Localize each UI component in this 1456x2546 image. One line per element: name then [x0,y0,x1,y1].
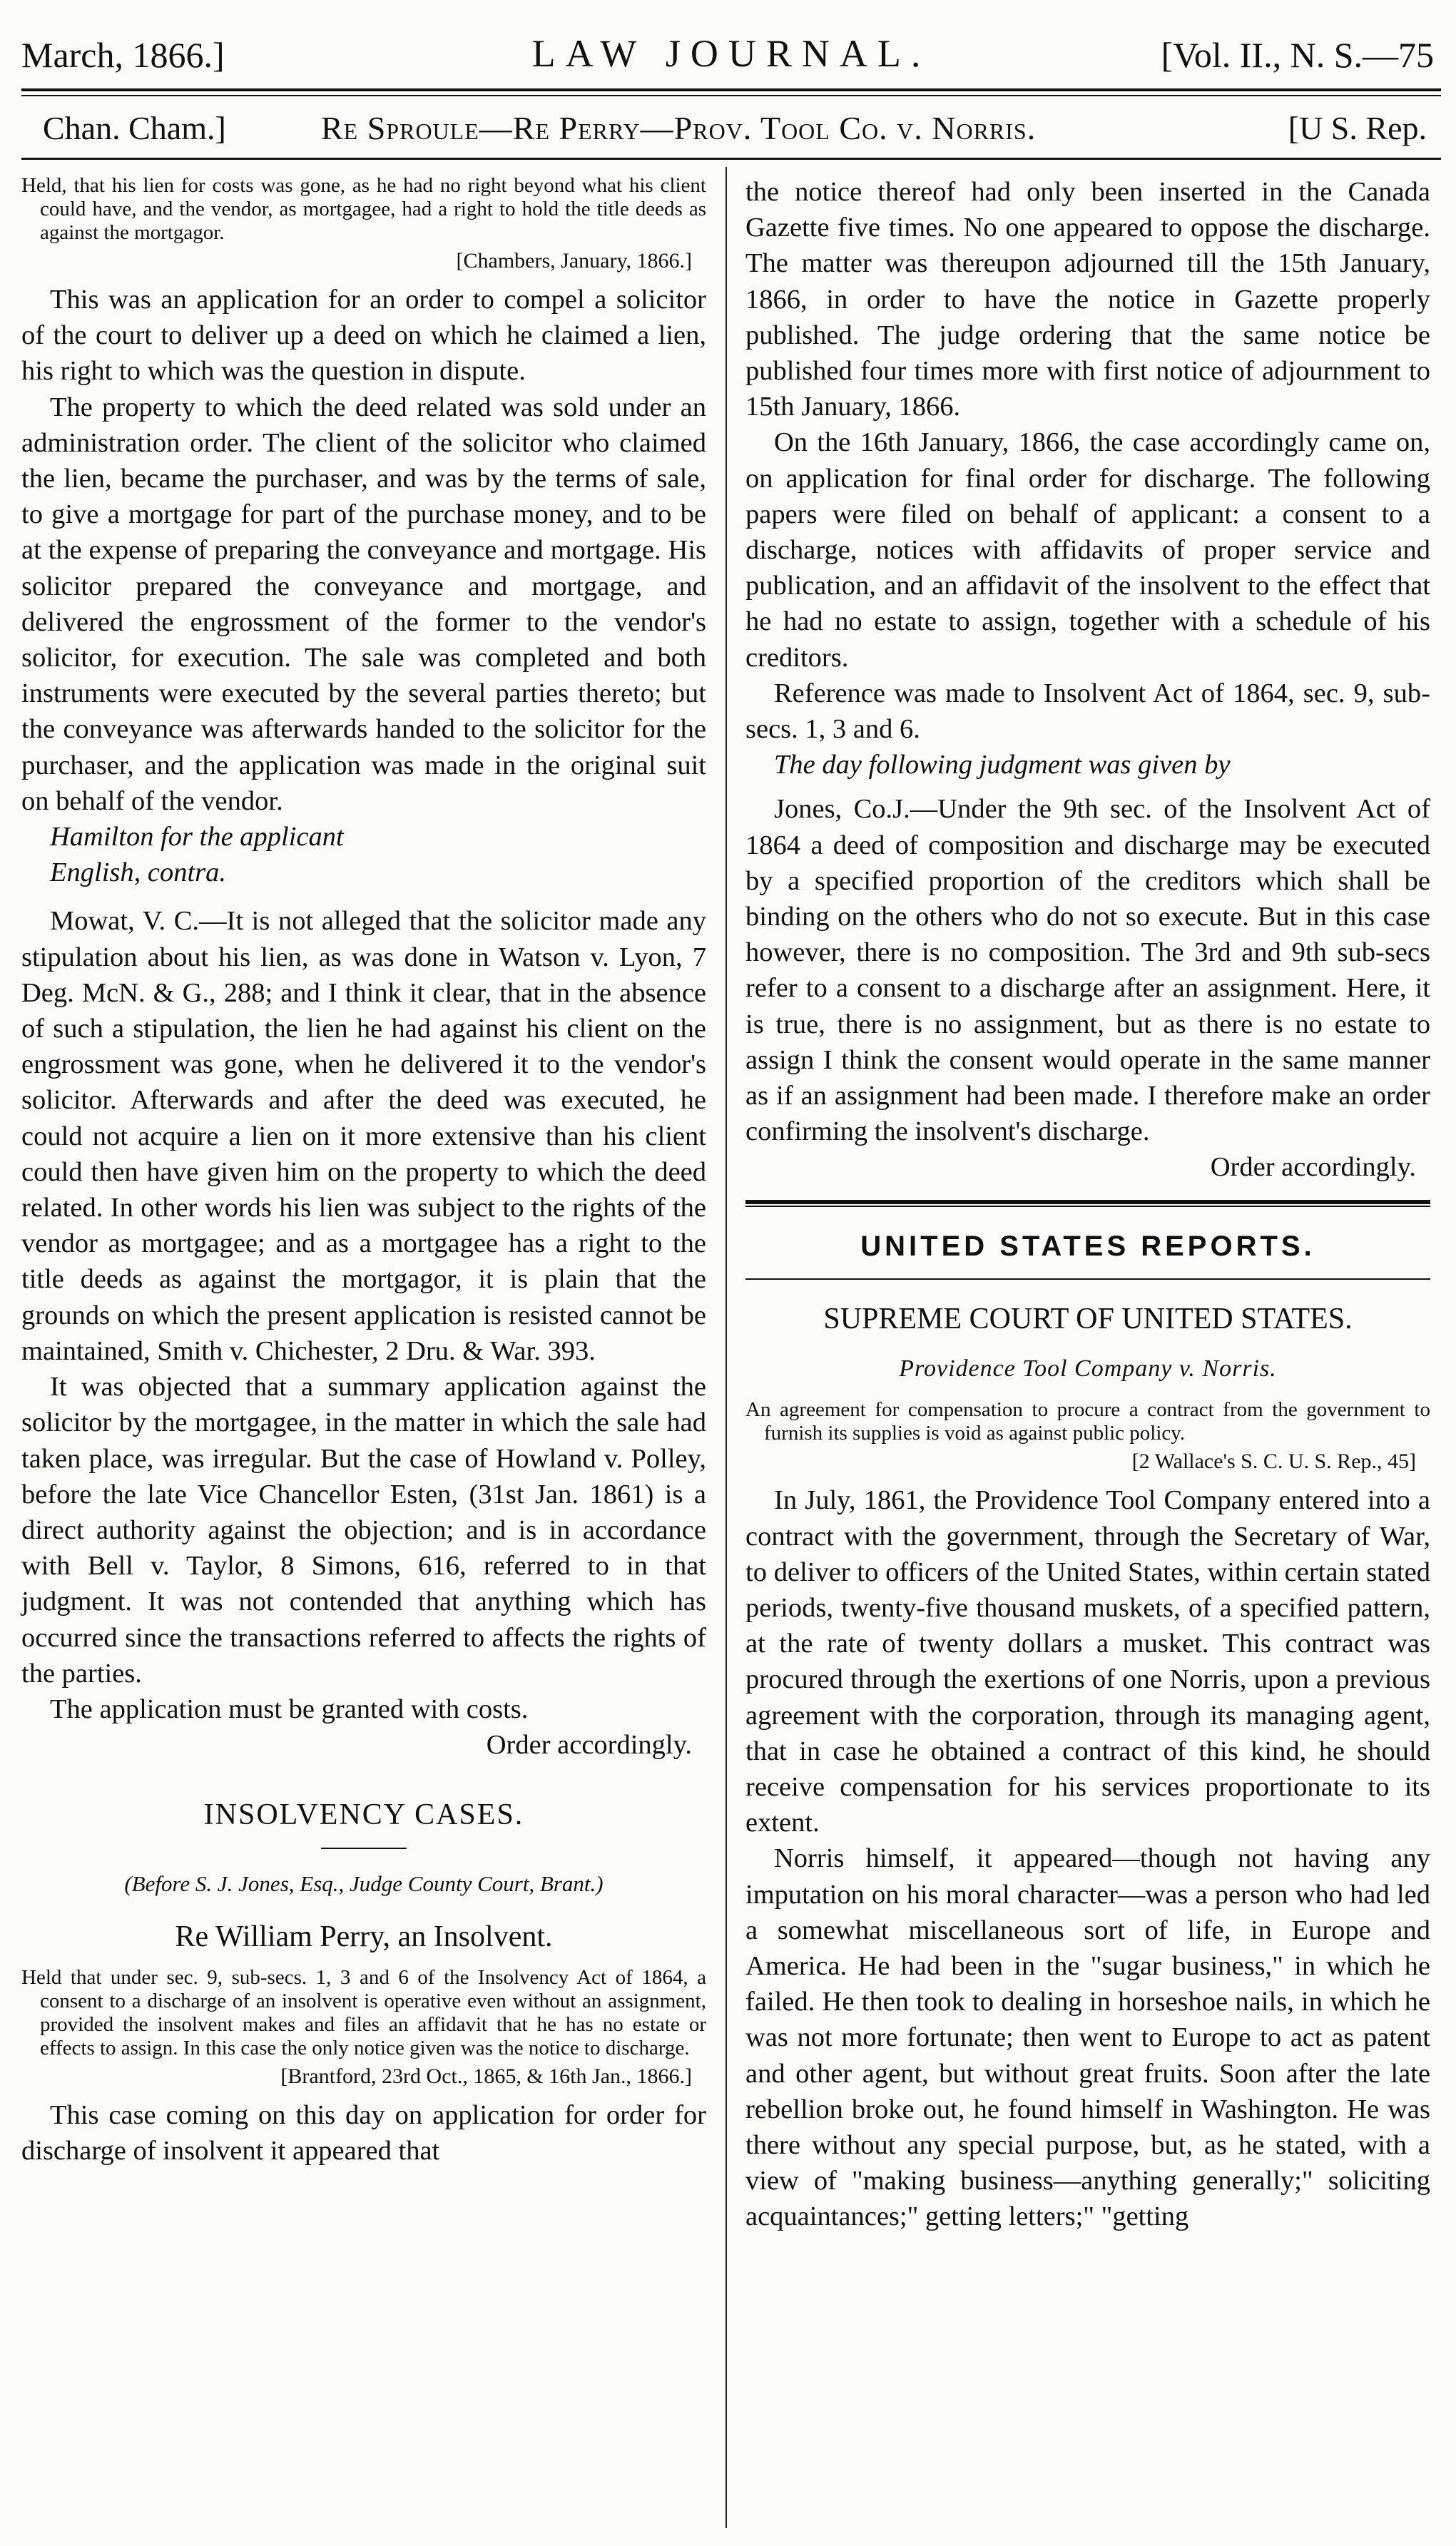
running-head-left: Chan. Cham.] [43,110,226,146]
paragraph: The application must be granted with costs. [50,1694,529,1724]
paragraph: This was an application for an order to compel a solicitor of the court to deliver up a deed on which he claimed a lien, his right to which was the question in dispute. [21,285,706,387]
running-head-right: [U S. Rep. [1288,110,1427,146]
citation-wallace: [2 Wallace's S. C. U. S. Rep., 45] [1131,1450,1416,1474]
paragraph: Norris himself, it appeared—though not having any imputation on his moral character—was a person who had led a somewhat miscellaneous sort of life, in Europe and America. He had been in the "sugar business," in which he failed. He then took to dealing in horseshoe nails, in which he was not more fortunate; then went to Europe to act as patent and other agent, but without great fruits. Soon after the late rebellion broke out, he found himself in Washington. He was there without any special purpose, but, as he stated, with a view of "making business—anything generally;" soliciting acquaintances;" getting letters;" "getting [745,1843,1430,2232]
paragraph: In July, 1861, the Providence Tool Company entered into a contract with the government, through the Secretary of War, to deliver to officers of the United States, within certain stated periods, twenty-five thousand muskets, of a specified pattern, at the rate of twenty dollars a musket. This contract was procured through the exertions of one Norris, upon a previous agreement with the corporation, through its managing agent, that in case he obtained a contract of this kind, he should receive compensation for his services proportionate to its extent. [745,1485,1430,1838]
volume-page: [Vol. II., N. S.—75 [1161,35,1434,75]
before-judge: (Before S. J. Jones, Esq., Judge County Court, Brant.) [124,1870,604,1896]
section-rule-thick [745,1200,1430,1204]
order-line: Order accordingly. [486,1730,692,1761]
running-head [21,96,1441,158]
page [21,21,1441,2528]
paragraph: The day following judgment was given by [774,750,1231,780]
section-title-insolvency: INSOLVENCY CASES. [203,1798,524,1832]
paragraph: the notice thereof had only been inserted in the Canada Gazette five times. No one appeared to oppose the discharge. The matter was thereupon adjourned till the 15th January, 1866, in order to have the notice in Gazette properly published. The judge ordering that the same notice be published four times more with first notice of adjournment to 15th January, 1866. [745,177,1430,422]
paragraph: This case coming on this day on application for order for discharge of insolvent it appeared that [21,2099,706,2166]
issue-date: March, 1866.] [21,35,225,75]
paragraph: Reference was made to Insolvent Act of 1864, sec. 9, sub-secs. 1, 3 and 6. [745,678,1430,745]
journal-title: LAW JOURNAL. [531,32,931,75]
headnote-text: Held that under sec. 9, sub-secs. 1, 3 and 6 of the Insolvency Act of 1864, a consent to a discharge of an insolvent is operative even without an assignment, provided the insolvent makes and files an affidavit that he has no estate or effects to assign. In this case the only notice given was the notice to discharge. [21,1965,706,2059]
left-column [21,174,706,2169]
headnote-sproule [21,174,706,245]
judgment-paragraph: Mowat, V. C.—It is not alleged that the solicitor made any stipulation about his lien, as was done in Watson v. Lyon, 7 Deg. McN. & G., 288; and I think it clear, that in the absence of such a stipulation, the lien he had against his client on the engrossment was gone, when he delivered it to the vendor's solicitor. Afterwards and after the deed was executed, he could not acquire a lien on it more extensive than his client could then have given him on the property to which the deed related. In other words his lien was subject to the rights of the vendor as mortgagee; and as a mortgagee has a right to the title deeds as against the mortgagor, it is plain that the grounds on which the present application is resisted cannot be maintained, Smith v. Chichester, 2 Dru. & War. 393. [21,906,706,1366]
headnote-providence [745,1398,1430,1445]
judgment-paragraph: Jones, Co.J.—Under the 9th sec. of the Insolvent Act of 1864 a deed of composition and discharge may be executed by a specified proportion of the creditors which shall be binding on the others who do not so execute. But in this case however, there is no composition. The 3rd and 9th sub-secs refer to a consent to a discharge after an assignment. Here, it is true, there is no assignment, but as there is no estate to assign I think the consent would operate in the same manner as if an assignment had been made. I therefore make an order confirming the insolvent's discharge. [745,794,1430,1147]
headnote-text: Held, that his lien for costs was gone, as he had no right beyond what his client could have, and the vendor, as mortgagee, had a right to hold the title deeds as against the mortgagor. [21,174,706,244]
running-head-center: Re Sproule—Re Perry—Prov. Tool Co. v. Norris. [321,110,1037,146]
case-title-perry: Re William Perry, an Insolvent. [175,1920,553,1953]
citation-chambers: [Chambers, January, 1866.] [456,249,692,273]
header-rule [21,88,1441,96]
headnote-text: An agreement for compensation to procure a contract from the government to furnish its supplies is void as against public policy. [745,1398,1430,1445]
counsel-applicant: Hamilton for the applicant [50,822,344,852]
court-title: SUPREME COURT OF UNITED STATES. [823,1302,1353,1335]
order-line: Order accordingly. [1210,1152,1416,1183]
counsel-contra: English, contra. [50,857,227,888]
paragraph: On the 16th January, 1866, the case accordingly came on, on application for final order for discharge. The following papers were filed on behalf of applicant: a consent to a discharge, notices with affidavits of proper service and publication, and an affidavit of the insolvent to the effect that he had no estate to assign, together with a schedule of his creditors. [745,427,1430,673]
columns [21,160,1441,2528]
paragraph: The property to which the deed related was sold under an administration order. The client of the solicitor who claimed the lien, became the purchaser, and was by the terms of sale, to give a mortgage for part of the purchase money, and to be at the expense of preparing the conveyance and mortgage. His solicitor prepared the conveyance and mortgage, and delivered the engrossment of the former to the vendor's solicitor, for execution. The sale was completed and both instruments were executed by the several parties thereto; but the conveyance was afterwards handed to the solicitor for the purchaser, and the application was made in the original suit on behalf of the vendor. [21,392,706,816]
citation-brantford: [Brantford, 23rd Oct., 1865, & 16th Jan., 1866.] [280,2064,692,2088]
paragraph: It was objected that a summary application against the solicitor by the mortgagee, in the matter in which the sale had taken place, was irregular. But the case of Howland v. Polley, before the late Vice Chancellor Esten, (31st Jan. 1861) is a direct authority against the objection; and is in accordance with Bell v. Taylor, 8 Simons, 616, referred to in that judgment. It was not contended that anything which has occurred since the transactions referred to affects the rights of the parties. [21,1372,706,1689]
section-rule-thin [745,1206,1430,1207]
section-title-us-reports: UNITED STATES REPORTS. [860,1230,1315,1262]
section-rule [745,1278,1430,1280]
page-header [21,21,1441,86]
column-divider [726,167,727,2528]
short-rule [321,1848,407,1849]
right-column [745,174,1430,2235]
headnote-perry [21,1966,706,2060]
case-title-providence: Providence Tool Company v. Norris. [899,1355,1277,1383]
